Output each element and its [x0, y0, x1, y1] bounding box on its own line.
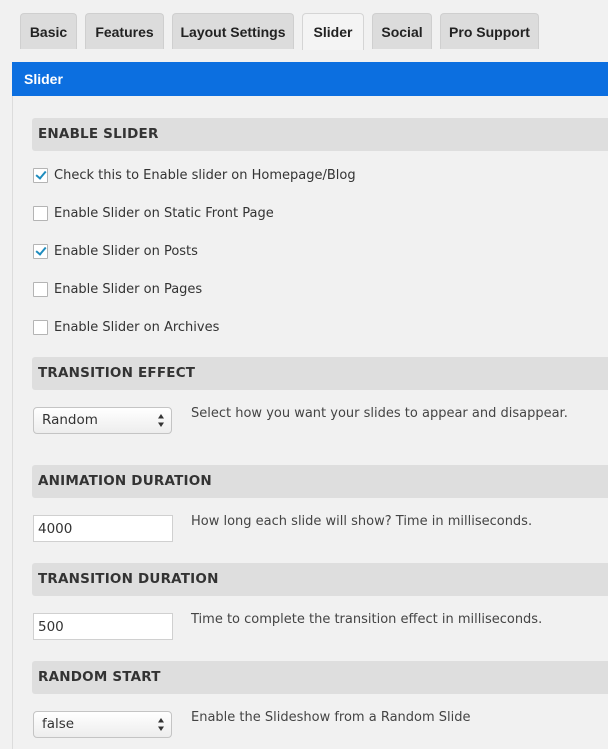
section-title: Slider: [24, 71, 63, 87]
tab-social[interactable]: Social: [372, 13, 432, 49]
enable-archives-label: Enable Slider on Archives: [54, 320, 220, 335]
enable-static-front-label: Enable Slider on Static Front Page: [54, 206, 274, 221]
random-start-description: Enable the Slideshow from a Random Slide: [191, 710, 471, 725]
enable-pages-checkbox[interactable]: [33, 282, 48, 297]
checkmark-icon: [35, 244, 46, 256]
tab-basic[interactable]: Basic: [20, 13, 77, 49]
random-start-select[interactable]: [33, 711, 172, 738]
animation-duration-description: How long each slide will show? Time in milliseconds.: [191, 514, 533, 529]
transition-effect-select[interactable]: [33, 407, 172, 434]
enable-posts-checkbox[interactable]: [33, 244, 48, 259]
random-start-heading: RANDOM START: [32, 661, 608, 694]
transition-effect-value: Random: [42, 412, 98, 428]
select-arrows-icon: [157, 717, 165, 732]
select-arrows-icon: [157, 413, 165, 428]
enable-slider-heading: ENABLE SLIDER: [32, 118, 608, 151]
tab-pro-support[interactable]: Pro Support: [440, 13, 539, 49]
transition-duration-description: Time to complete the transition effect in milliseconds.: [191, 612, 543, 627]
enable-homepage-checkbox[interactable]: [33, 168, 48, 183]
enable-pages-label: Enable Slider on Pages: [54, 282, 203, 297]
transition-effect-description: Select how you want your slides to appear and disappear.: [191, 406, 568, 421]
enable-homepage-label: Check this to Enable slider on Homepage/Blog: [54, 168, 356, 183]
tab-bar: [0, 0, 608, 50]
random-start-value: false: [42, 716, 75, 732]
tab-layout-settings[interactable]: Layout Settings: [172, 13, 294, 49]
checkmark-icon: [35, 168, 46, 180]
animation-duration-heading: ANIMATION DURATION: [32, 465, 608, 498]
transition-duration-heading: TRANSITION DURATION: [32, 563, 608, 596]
animation-duration-input[interactable]: [33, 515, 173, 542]
section-title-bar: [12, 62, 608, 96]
transition-duration-input[interactable]: [33, 613, 173, 640]
tab-slider[interactable]: Slider: [302, 13, 364, 50]
enable-posts-label: Enable Slider on Posts: [54, 244, 198, 259]
tab-features[interactable]: Features: [85, 13, 164, 49]
transition-effect-heading: TRANSITION EFFECT: [32, 357, 608, 390]
enable-archives-checkbox[interactable]: [33, 320, 48, 335]
enable-static-front-checkbox[interactable]: [33, 206, 48, 221]
